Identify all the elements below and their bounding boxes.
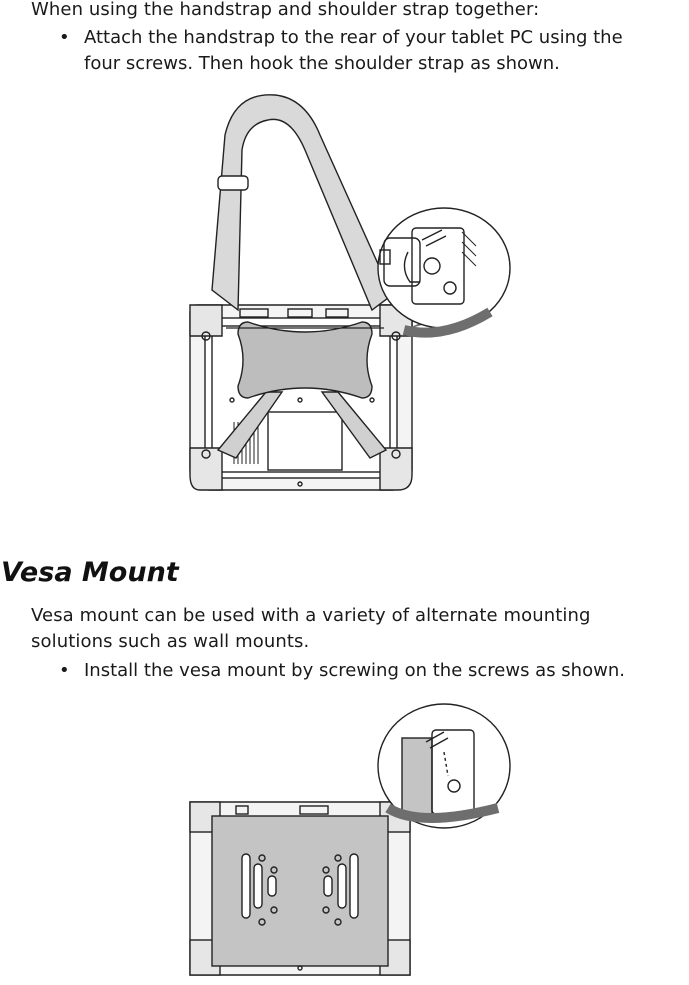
vesa-plate [212, 816, 388, 970]
vesa-intro-line-2: solutions such as wall mounts. [31, 631, 310, 652]
vesa-intro-line-1: Vesa mount can be used with a variety of alternate mounting [31, 605, 591, 626]
zoom-callout [378, 704, 510, 828]
vesa-intro-text [31, 603, 591, 655]
zoom-callout [378, 208, 510, 333]
shoulder-strap [212, 95, 392, 310]
handstrap-pad [238, 322, 372, 398]
bullet-icon: • [59, 660, 70, 681]
strap-bullet-line-1: Attach the handstrap to the rear of your tablet PC using the [84, 27, 623, 48]
vesa-bullet-item [59, 658, 625, 684]
vesa-bullet-text: Install the vesa mount by screwing on the screws as shown. [84, 660, 625, 681]
strap-intro-text: When using the handstrap and shoulder strap together: [31, 0, 540, 20]
bullet-icon: • [59, 27, 70, 48]
strap-bullet-line-2: four screws. Then hook the shoulder strap as shown. [84, 53, 560, 74]
vesa-mount-heading: Vesa Mount [1, 557, 179, 588]
vesa-figure [0, 690, 689, 985]
